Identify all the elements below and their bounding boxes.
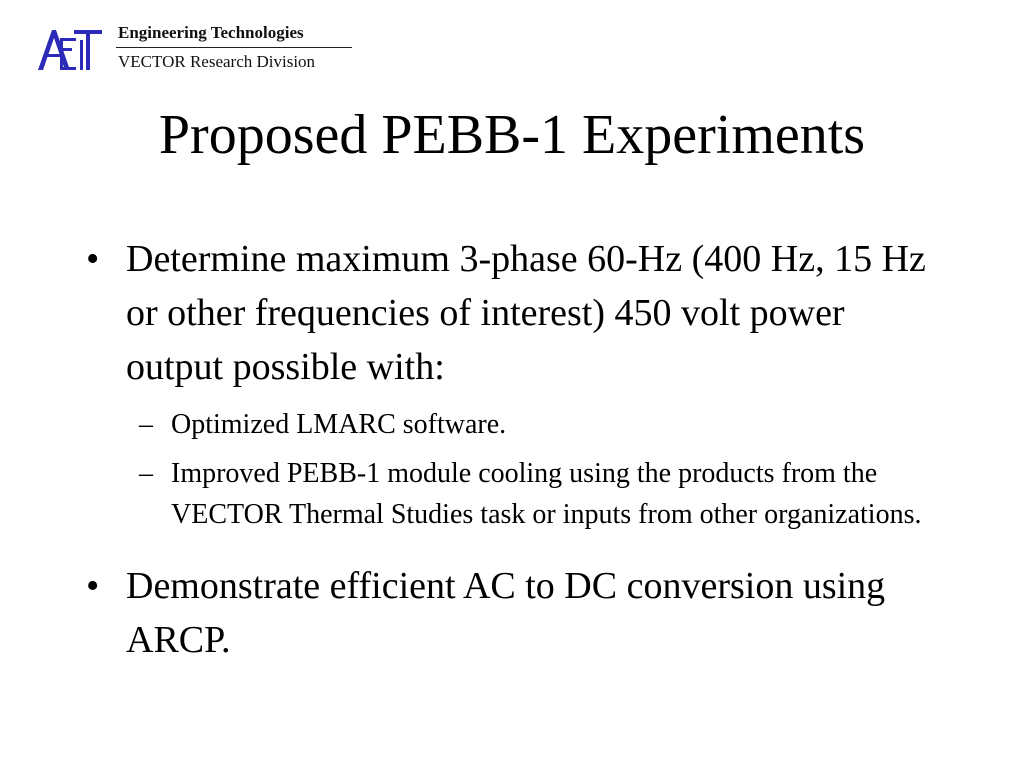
sub-bullet-item xyxy=(139,453,951,535)
sub-bullet-text: Optimized LMARC software. xyxy=(171,409,507,440)
bullet-item xyxy=(86,232,926,394)
bullet-marker: • xyxy=(86,565,100,607)
slide-title: Proposed PEBB-1 Experiments xyxy=(158,104,866,166)
slide-body xyxy=(0,232,1024,667)
bullet-text: Determine maximum 3-phase 60-Hz (400 Hz, 15 Hz or other frequencies of interest) 450 volt power output possible with: xyxy=(126,238,926,388)
bullet-text: Demonstrate efficient AC to DC conversion using ARCP. xyxy=(126,565,886,661)
dash-marker: – xyxy=(139,458,153,489)
sub-bullet-text: Improved PEBB-1 module cooling using the products from the VECTOR Thermal Studies task or inputs from other organizations. xyxy=(171,458,922,530)
org-name-line1: Engineering Technologies xyxy=(118,23,304,42)
dash-marker: – xyxy=(139,409,153,440)
sub-bullet-item xyxy=(139,404,951,445)
company-logo xyxy=(36,26,104,72)
header-divider xyxy=(116,47,352,48)
bullet-marker: • xyxy=(86,238,100,280)
organization-name xyxy=(116,22,356,72)
bullet-item xyxy=(86,559,926,667)
org-name-line2: VECTOR Research Division xyxy=(118,52,316,71)
